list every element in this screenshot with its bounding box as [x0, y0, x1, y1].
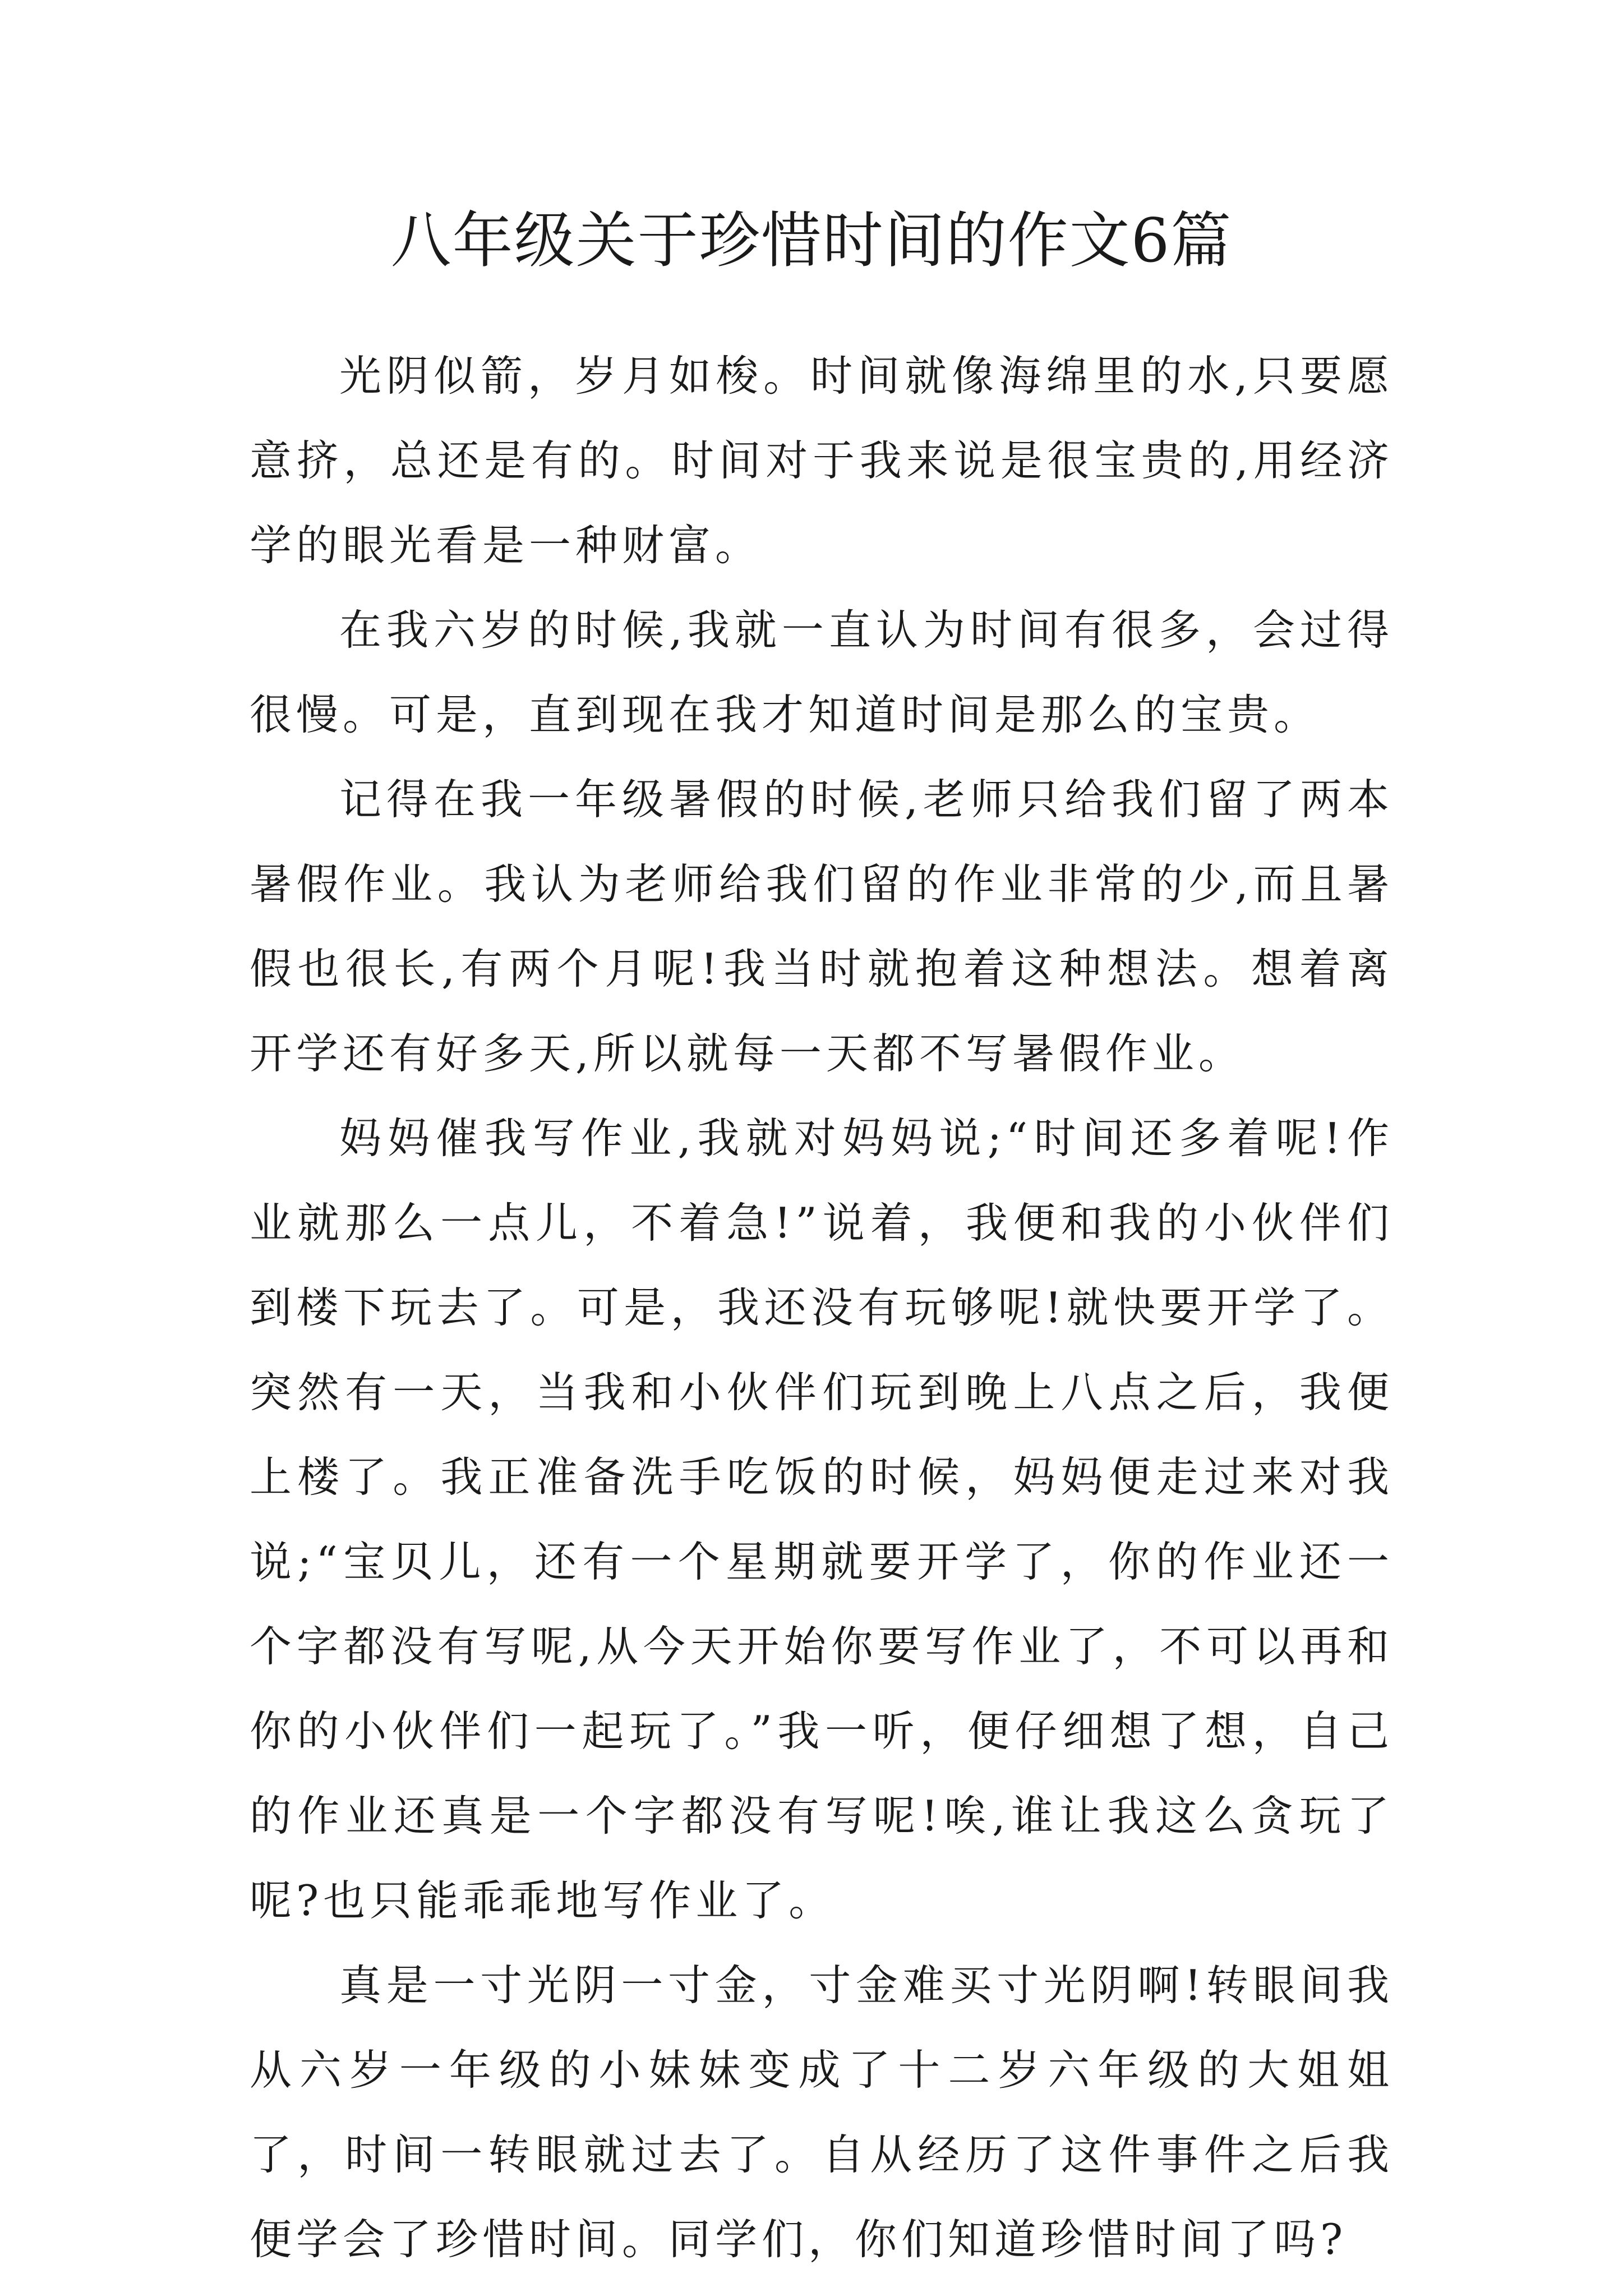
paragraph: 记得在我一年级暑假的时候,老师只给我们留了两本暑假作业。我认为老师给我们留的作业非常的少,而且暑假也很长,有两个月呢!我当时就抱着这种想法。想着离开学还有好多天,所以就每一天都不写暑假作业。 — [250, 775, 1394, 1078]
paragraph: 在我六岁的时候,我就一直认为时间有很多，会过得很慢。可是，直到现在我才知道时间是那么的宝贵。 — [250, 605, 1394, 739]
paragraph: 妈妈催我写作业,我就对妈妈说;“时间还多着呢!作业就那么一点儿，不着急!”说着，我便和我的小伙伴们到楼下玩去了。可是，我还没有玩够呢!就快要开学了。突然有一天，当我和小伙伴们玩到晚上八点之后，我便上楼了。我正准备洗手吃饭的时候，妈妈便走过来对我说;“宝贝儿，还有一个星期就要开学了，你的作业还一个字都没有写呢,从今天开始你要写作业了，不可以再和你的小伙伴们一起玩了。”我一听，便仔细想了想，自己的作业还真是一个字都没有写呢!唉,谁让我这么贪玩了呢?也只能乖乖地写作业了。 — [250, 1114, 1394, 1925]
document-title: 八年级关于珍惜时间的作文6篇 — [390, 206, 1233, 276]
paragraph: 光阴似箭，岁月如梭。时间就像海绵里的水,只要愿意挤，总还是有的。时间对于我来说是很宝贵的,用经济学的眼光看是一种财富。 — [250, 351, 1394, 570]
document-body — [250, 334, 1394, 2282]
paragraph: 真是一寸光阴一寸金，寸金难买寸光阴啊!转眼间我从六岁一年级的小妹妹变成了十二岁六年级的大姐姐了，时间一转眼就过去了。自从经历了这件事件之后我便学会了珍惜时间。同学们，你们知道珍惜时间了吗? — [250, 1961, 1394, 2264]
